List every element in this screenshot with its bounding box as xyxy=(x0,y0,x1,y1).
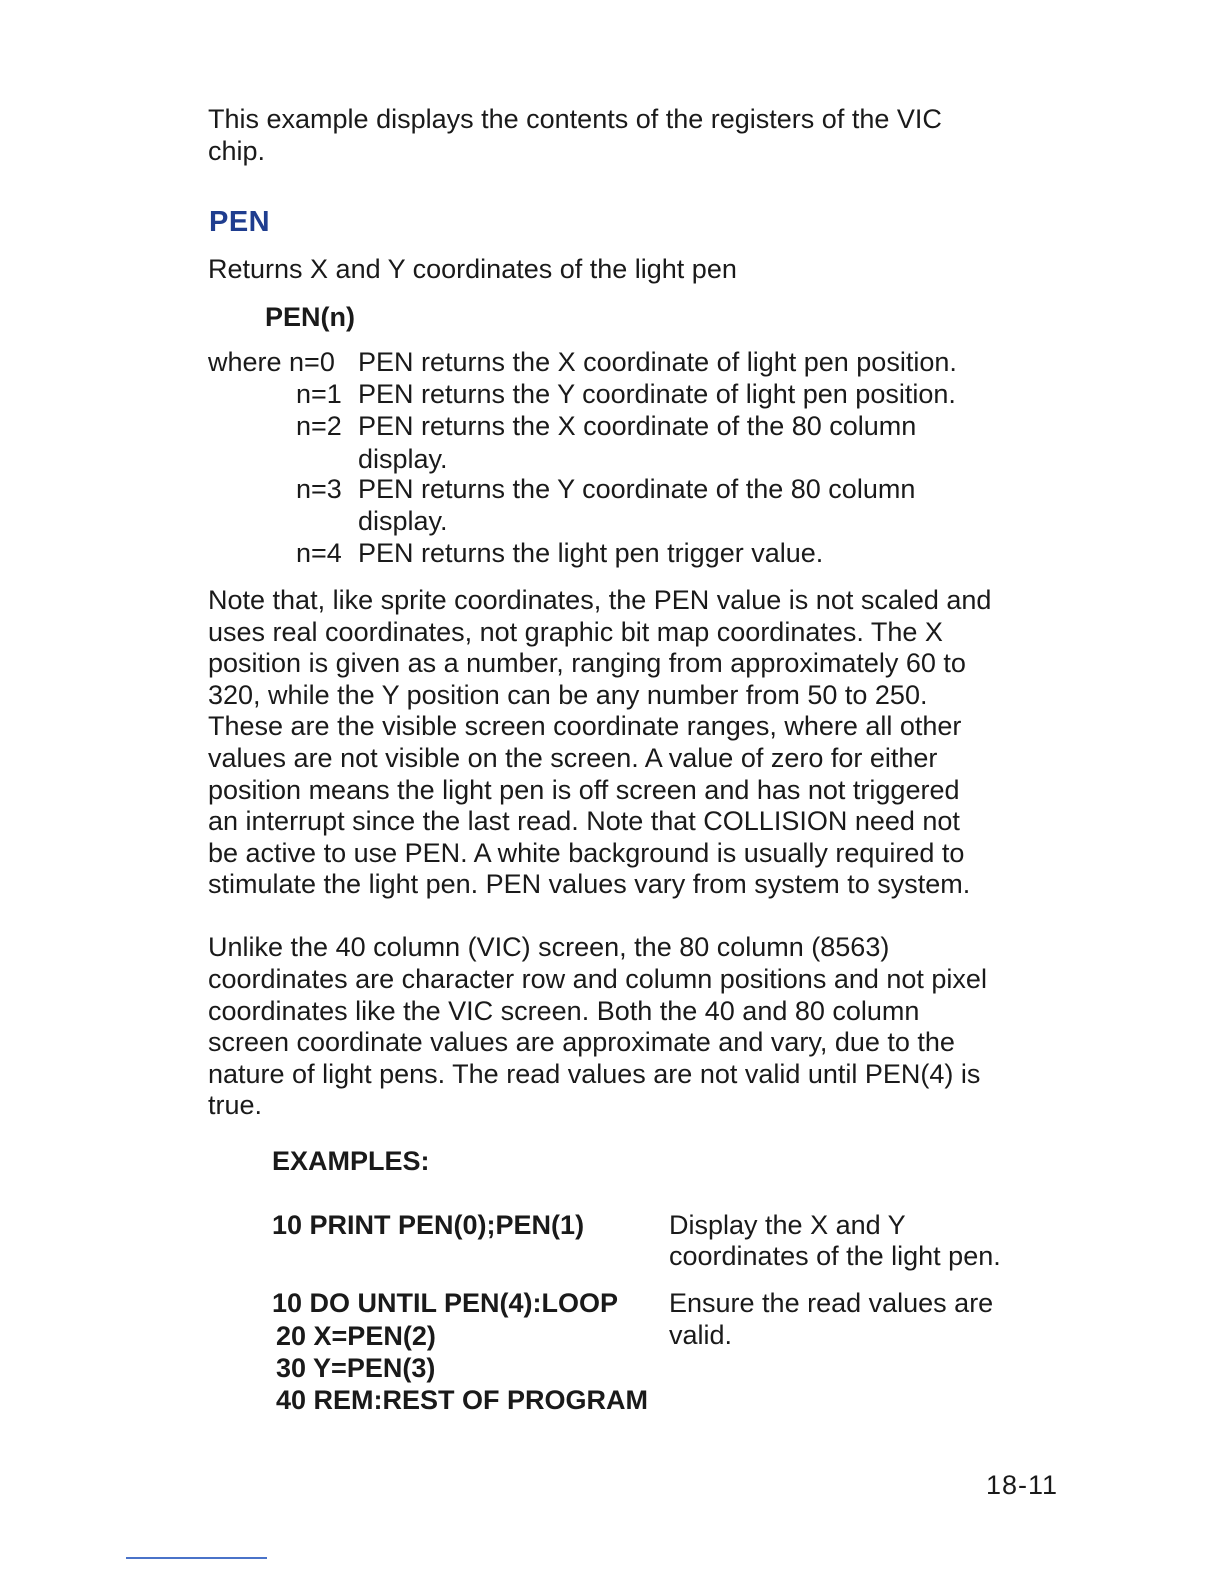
section-summary: Returns X and Y coordinates of the light pen xyxy=(208,254,737,284)
example2-code-line: 20 X=PEN(2) xyxy=(276,1321,436,1351)
para1-line: 320, while the Y position can be any number from 50 to 250. xyxy=(208,680,928,710)
para1-line: uses real coordinates, not graphic bit map coordinates. The X xyxy=(208,617,943,647)
intro-line-2: chip. xyxy=(208,136,266,166)
example2-code-line: 10 DO UNTIL PEN(4):LOOP xyxy=(272,1288,619,1318)
example2-desc-line: Ensure the read values are xyxy=(669,1288,994,1318)
para1-line: Note that, like sprite coordinates, the PEN value is not scaled and xyxy=(208,585,992,615)
example1-code-line: 10 PRINT PEN(0);PEN(1) xyxy=(272,1210,585,1240)
param-n0-label: where n=0 xyxy=(208,347,335,377)
param-n3-label: n=3 xyxy=(296,474,342,504)
param-n3-text: PEN returns the Y coordinate of the 80 column xyxy=(358,474,916,504)
param-n4-label: n=4 xyxy=(296,538,342,568)
param-n1-label: n=1 xyxy=(296,379,342,409)
para2-line: true. xyxy=(208,1090,263,1120)
para1-line: be active to use PEN. A white background is usually required to xyxy=(208,838,965,868)
para1-line: an interrupt since the last read. Note that COLLISION need not xyxy=(208,806,960,836)
para2-line: screen coordinate values are approximate and vary, due to the xyxy=(208,1027,955,1057)
param-n1-text: PEN returns the Y coordinate of light pen position. xyxy=(358,379,956,409)
example1-desc-line: coordinates of the light pen. xyxy=(669,1241,1001,1271)
examples-label: EXAMPLES: xyxy=(272,1146,430,1176)
para2-line: coordinates like the VIC screen. Both the 40 and 80 column xyxy=(208,996,920,1026)
section-heading: PEN xyxy=(209,206,271,238)
para2-line: coordinates are character row and column positions and not pixel xyxy=(208,964,987,994)
intro-line-1: This example displays the contents of the registers of the VIC xyxy=(208,104,942,134)
page-number: 18-11 xyxy=(986,1470,1059,1500)
param-n2-text: PEN returns the X coordinate of the 80 column xyxy=(358,411,917,441)
para2-line: Unlike the 40 column (VIC) screen, the 80 column (8563) xyxy=(208,932,890,962)
example2-desc-line: valid. xyxy=(669,1320,733,1350)
para2-line: nature of light pens. The read values are not valid until PEN(4) is xyxy=(208,1059,981,1089)
param-n2-label: n=2 xyxy=(296,411,342,441)
example2-code-line: 30 Y=PEN(3) xyxy=(276,1353,436,1383)
param-n3-text-cont: display. xyxy=(358,506,448,536)
param-n4-text: PEN returns the light pen trigger value. xyxy=(358,538,824,568)
param-n2-text-cont: display. xyxy=(358,444,448,474)
para1-line: position means the light pen is off screen and has not triggered xyxy=(208,775,960,805)
param-n0-text: PEN returns the X coordinate of light pen position. xyxy=(358,347,957,377)
para1-line: These are the visible screen coordinate ranges, where all other xyxy=(208,711,962,741)
example2-code-line: 40 REM:REST OF PROGRAM xyxy=(276,1385,649,1415)
syntax: PEN(n) xyxy=(265,302,355,332)
example1-desc-line: Display the X and Y xyxy=(669,1210,906,1240)
footer-rule xyxy=(126,1557,267,1559)
para1-line: values are not visible on the screen. A value of zero for either xyxy=(208,743,938,773)
para1-line: stimulate the light pen. PEN values vary from system to system. xyxy=(208,869,971,899)
para1-line: position is given as a number, ranging from approximately 60 to xyxy=(208,648,966,678)
